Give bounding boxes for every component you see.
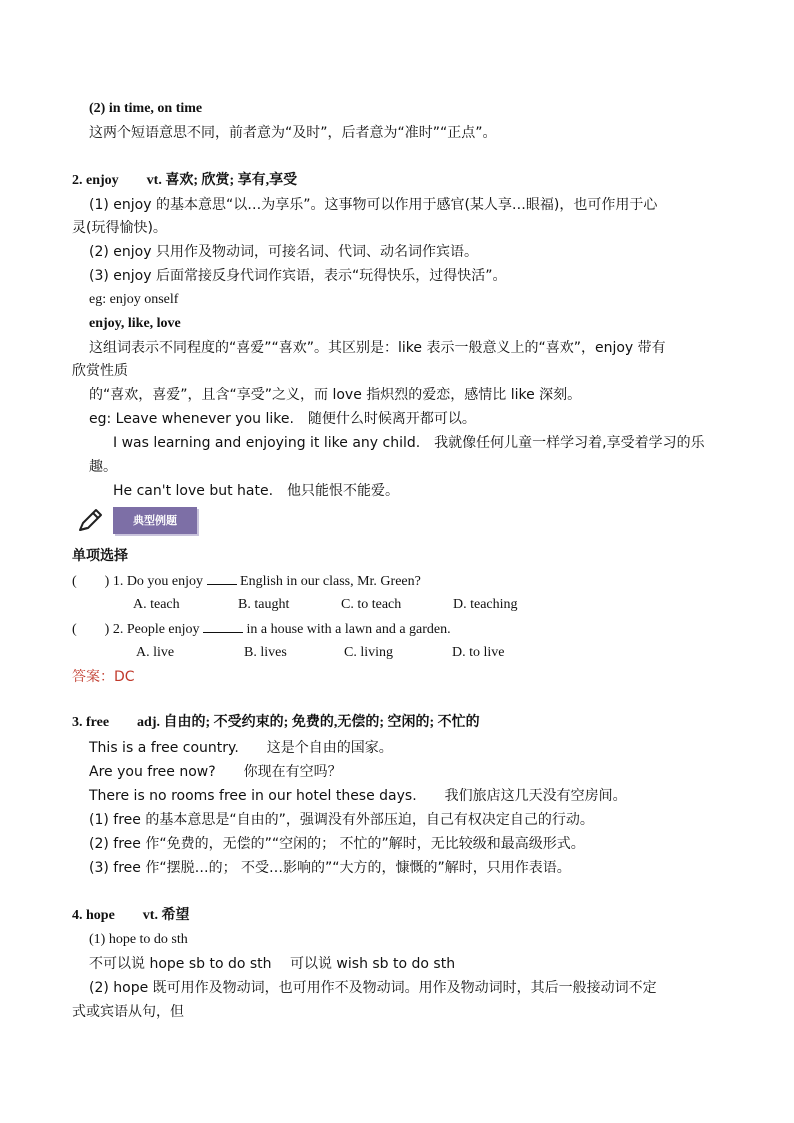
enjoy-like-love-text-c: 的“喜欢，喜爱”，且含“享受”之义，而 love 指炽烈的爱恋，感情比 like 深刻。 — [89, 387, 582, 403]
hope-point-2a: (2) hope 既可用作及物动词，也可用作不及物动词。用作及物动词时，其后一般接动词不定 — [89, 980, 657, 996]
hope-heading: 4. hope vt. 希望 — [72, 908, 190, 923]
exercise-title: 单项选择 — [72, 548, 128, 564]
question-2-option-d: D. to live — [452, 645, 505, 660]
hope-point-2b: 式或宾语从句，但 — [72, 1004, 184, 1020]
enjoy-example-3a: I was learning and enjoying it like any child. 我就像任何儿童一样学习着,享受着学习的乐 — [113, 435, 705, 451]
typical-example-badge: 典型例题 — [113, 507, 197, 534]
enjoy-example-2: eg: Leave whenever you like. 随便什么时候离开都可以。 — [89, 411, 476, 427]
free-point-1: (1) free 的基本意思是“自由的”，强调没有外部压迫，自己有权决定自己的行动。 — [89, 812, 594, 828]
hope-note: 不可以说 hope sb to do sth 可以说 wish sb to do sth — [89, 956, 456, 972]
question-1-option-d: D. teaching — [453, 597, 518, 612]
enjoy-like-love-text-a: 这组词表示不同程度的“喜爱”“喜欢”。其区别是：like 表示一般意义上的“喜欢”，enjoy 带有 — [89, 340, 666, 356]
question-1-blank — [207, 572, 237, 585]
question-2-option-c: C. living — [344, 645, 394, 660]
section-in-time-text: 这两个短语意思不同，前者意为“及时”，后者意为“准时”“正点”。 — [89, 125, 497, 141]
free-point-3: (3) free 作“摆脱…的； 不受…影响的”“大方的，慷慨的”解时，只用作表语。 — [89, 860, 571, 876]
enjoy-like-love-text-b: 欣赏性质 — [72, 363, 128, 379]
free-heading: 3. free adj. 自由的; 不受约束的; 免费的,无偿的; 空闲的; 不忙的 — [72, 715, 480, 730]
question-2-post: in a house with a lawn and a garden. — [243, 622, 451, 637]
enjoy-example-4: He can't love but hate. 他只能恨不能爱。 — [113, 483, 400, 499]
question-1-option-a: A. teach — [133, 597, 180, 612]
question-1 — [72, 572, 421, 591]
enjoy-point-1a: (1) enjoy 的基本意思“以…为享乐”。这事物可以作用于感官(某人享…眼福)，也可作用于心 — [89, 197, 658, 213]
question-2 — [72, 620, 451, 639]
question-1-post: English in our class, Mr. Green? — [236, 574, 421, 589]
answer-text: 答案：DC — [72, 669, 135, 685]
free-example-3: There is no rooms free in our hotel these days. 我们旅店这几天没有空房间。 — [89, 788, 627, 804]
pencil-icon — [74, 506, 106, 536]
enjoy-point-2: (2) enjoy 只用作及物动词，可接名词、代词、动名词作宾语。 — [89, 244, 478, 260]
enjoy-heading: 2. enjoy vt. 喜欢; 欣赏; 享有,享受 — [72, 173, 298, 188]
free-example-1: This is a free country. 这是个自由的国家。 — [89, 740, 393, 756]
question-1-option-c: C. to teach — [341, 597, 402, 612]
free-point-2: (2) free 作“免费的，无偿的”“空闲的； 不忙的”解时，无比较级和最高级形式。 — [89, 836, 585, 852]
free-example-2: Are you free now? 你现在有空吗？ — [89, 764, 342, 780]
hope-point-1: (1) hope to do sth — [89, 932, 188, 947]
question-2-pre: ( ) 2. People enjoy — [72, 622, 204, 637]
question-1-option-b: B. taught — [238, 597, 290, 612]
enjoy-point-3: (3) enjoy 后面常接反身代词作宾语，表示“玩得快乐，过得快活”。 — [89, 268, 507, 284]
question-2-option-a: A. live — [136, 645, 175, 660]
enjoy-example-3b: 趣。 — [89, 459, 117, 475]
question-2-option-b: B. lives — [244, 645, 287, 660]
question-1-pre: ( ) 1. Do you enjoy — [72, 574, 207, 589]
section-in-time-heading: (2) in time, on time — [89, 101, 203, 116]
question-2-blank — [203, 620, 243, 633]
enjoy-like-love-heading: enjoy, like, love — [89, 316, 181, 331]
enjoy-example-1: eg: enjoy onself — [89, 292, 179, 307]
enjoy-point-1b: 灵(玩得愉快)。 — [72, 220, 167, 236]
